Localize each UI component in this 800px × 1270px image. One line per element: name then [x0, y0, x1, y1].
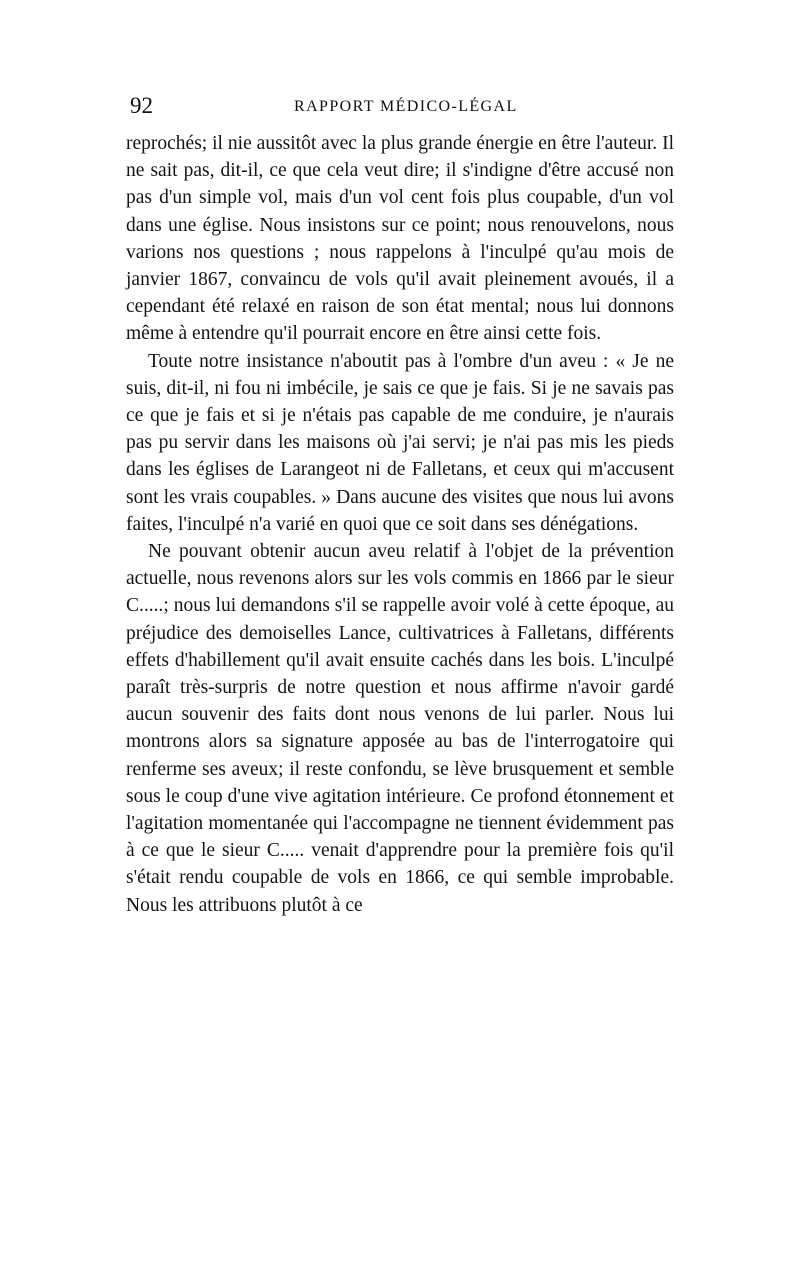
page-header [126, 92, 674, 120]
paragraph-quote: Toute notre insistance n'aboutit pas à l'ombre d'un aveu : « Je ne suis, dit-il, ni fou ni imbécile, je sais ce que je fais. Si je ne savais pas ce que je fais et si je n'étais pas capable de me conduire, je n'aurais pas pu servir dans les maisons où j'ai servi; je n'ai pas mis les pieds dans les églises de Larangeot ni de Falletans, et ceux qui m'accusent sont les vrais coupables. » Dans aucune des visites que nous lui avons faites, l'inculpé n'a varié en quoi que ce soit dans ses dénégations. [126, 350, 674, 535]
body-text [126, 130, 674, 919]
paragraph-previous-thefts: Ne pouvant obtenir aucun aveu relatif à l'objet de la prévention actuelle, nous revenons alors sur les vols commis en 1866 par le sieur C.....; nous lui demandons s'il se rappelle avoir volé à cette époque, au préjudice des demoiselles Lance, cultivatrices à Falletans, différents effets d'habillement qu'il avait ensuite cachés dans les bois. L'inculpé paraît très-surpris de notre question et nous affirme n'avoir gardé aucun souvenir des faits dont nous venons de lui parler. Nous lui montrons alors sa signature apposée au bas de l'interrogatoire qui renferme ses aveux; il reste confondu, se lève brusquement et semble sous le coup d'une vive agitation intérieure. Ce profond étonnement et l'agitation momentanée qui l'accompagne ne tiennent évidemment pas à ce que le sieur C..... venait d'apprendre pour la première fois qu'il s'était rendu coupable de vols en 1866, ce qui semble improbable. Nous les attribuons plutôt à ce [126, 541, 674, 916]
paragraph-continued: reprochés; il nie aussitôt avec la plus grande énergie en être l'auteur. Il ne sait pas, dit-il, ce que cela veut dire; il s'indigne d'être accusé non pas d'un simple vol, mais d'un vol cent fois plus coupable, d'un vol dans une église. Nous insistons sur ce point; nous renouvelons, nous varions nos questions ; nous rappelons à l'inculpé qu'au mois de janvier 1867, convaincu de vols qu'il avait pleinement avoués, il a cependant été relaxé en raison de son état mental; nous lui donnons même à entendre qu'il pourrait encore en être ainsi cette fois. [126, 133, 674, 345]
page-number: 92 [130, 93, 153, 118]
running-title: RAPPORT MÉDICO-LÉGAL [294, 98, 518, 115]
